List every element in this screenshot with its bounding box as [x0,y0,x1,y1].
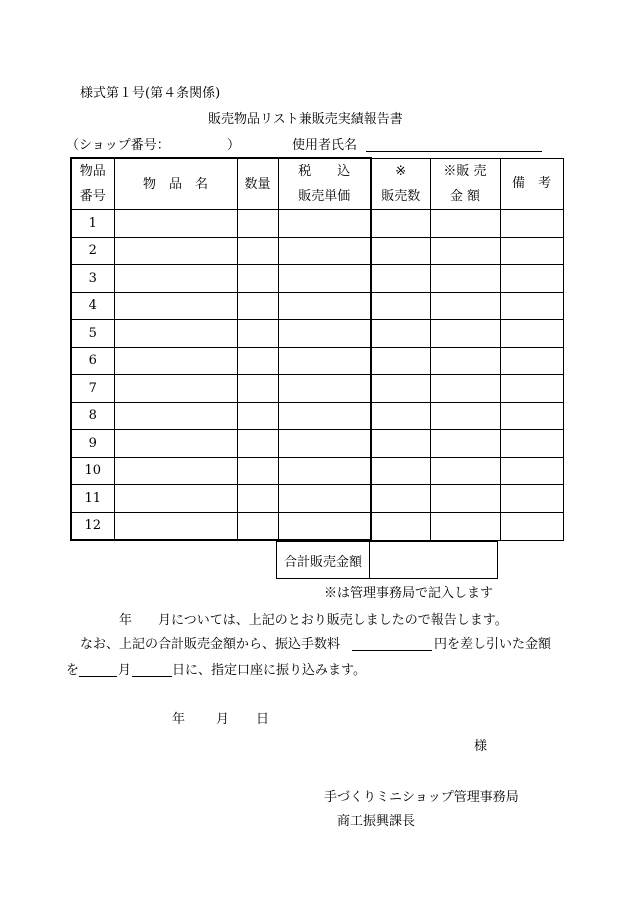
remarks-cell[interactable] [500,430,563,458]
sales-amount-cell[interactable] [430,265,500,293]
quantity-cell[interactable] [237,402,278,430]
quantity-cell[interactable] [237,430,278,458]
quantity-cell[interactable] [237,485,278,513]
sales-amount-cell[interactable] [430,292,500,320]
sales-amount-cell[interactable] [430,485,500,513]
quantity-cell[interactable] [237,375,278,403]
fee-text-a: なお、上記の合計販売金額から、振込手数料 [80,637,341,652]
item-name-cell[interactable] [114,347,237,375]
item-name-cell[interactable] [114,485,237,513]
remarks-cell[interactable] [500,402,563,430]
quantity-cell[interactable] [237,320,278,348]
user-name-label: 使用者氏名 [292,138,358,153]
row-number: 5 [71,320,114,348]
unit-price-cell[interactable] [278,430,371,458]
item-name-cell[interactable] [114,292,237,320]
unit-price-cell[interactable] [278,375,371,403]
row-number: 8 [71,402,114,430]
sales-amount-cell[interactable] [430,320,500,348]
date-year: 年 [172,712,186,727]
table-row [71,512,563,540]
unit-price-cell[interactable] [278,265,371,293]
item-name-cell[interactable] [114,375,237,403]
unit-price-cell[interactable] [278,347,371,375]
transfer-day-line[interactable] [132,676,172,677]
remarks-cell[interactable] [500,347,563,375]
row-number: 9 [71,430,114,458]
sales-amount-cell[interactable] [430,210,500,238]
item-name-cell[interactable] [114,457,237,485]
unit-price-cell[interactable] [278,512,371,540]
row-number: 1 [71,210,114,238]
unit-price-cell[interactable] [278,210,371,238]
table-row [71,457,563,485]
sales-amount-cell[interactable] [430,347,500,375]
sold-count-cell[interactable] [371,375,430,403]
sold-count-cell[interactable] [371,265,430,293]
header-sales-amount [430,158,500,210]
header-item-name: 物 品 名 [114,158,237,210]
sales-list-table [70,157,564,541]
item-name-cell[interactable] [114,430,237,458]
quantity-cell[interactable] [237,457,278,485]
remarks-cell[interactable] [500,210,563,238]
sales-amount-cell[interactable] [430,457,500,485]
header-item-no-line2: 番号 [79,189,106,204]
item-name-cell[interactable] [114,237,237,265]
remarks-cell[interactable] [500,512,563,540]
unit-price-cell[interactable] [278,292,371,320]
sold-count-cell[interactable] [371,292,430,320]
quantity-cell[interactable] [237,512,278,540]
table-row [71,210,563,238]
row-number: 10 [71,457,114,485]
sold-count-cell[interactable] [371,320,430,348]
sales-amount-cell[interactable] [430,512,500,540]
date-day: 日 [256,712,270,727]
fee-text-b: 円を差し引いた金額 [434,637,552,652]
unit-price-cell[interactable] [278,457,371,485]
issuer-title: 商工振興課長 [337,814,416,829]
item-name-cell[interactable] [114,402,237,430]
sold-count-cell[interactable] [371,210,430,238]
sales-amount-cell[interactable] [430,430,500,458]
table-row [71,292,563,320]
remarks-cell[interactable] [500,237,563,265]
addressee-sama: 様 [474,739,488,754]
remarks-cell[interactable] [500,265,563,293]
header-item-no-line1: 物品 [79,164,106,179]
header-sales-amount-line1: ※販 売 [443,163,487,179]
quantity-cell[interactable] [237,347,278,375]
total-sales-label: 合計販売金額 [276,541,370,579]
item-name-cell[interactable] [114,265,237,293]
transfer-text-c: 日に、指定口座に振り込みます。 [172,663,366,678]
page-title: 販売物品リスト兼販売実績報告書 [208,112,403,127]
date-month: 月 [216,712,230,727]
item-name-cell[interactable] [114,512,237,540]
header-sales-amount-line2: 金 額 [449,188,481,204]
unit-price-cell[interactable] [278,485,371,513]
report-year: 年 [119,613,133,628]
table-row [71,320,563,348]
quantity-cell[interactable] [237,265,278,293]
sold-count-cell[interactable] [371,457,430,485]
quantity-cell[interactable] [237,210,278,238]
quantity-cell[interactable] [237,292,278,320]
header-unit-price-line2: 販売単価 [298,189,351,204]
transfer-text-b: 月 [118,663,132,678]
report-text: 月については、上記のとおり販売しましたので報告します。 [158,613,508,628]
header-sold-count-line2: 販売数 [381,188,421,204]
table-row [71,430,563,458]
item-name-cell[interactable] [114,210,237,238]
sold-count-cell[interactable] [371,512,430,540]
sold-count-cell[interactable] [371,347,430,375]
sales-amount-cell[interactable] [430,402,500,430]
table-row [71,485,563,513]
row-number: 6 [71,347,114,375]
remarks-cell[interactable] [500,292,563,320]
header-sold-count-line1: ※ [395,163,407,179]
header-remarks: 備 考 [500,158,563,210]
remarks-cell[interactable] [500,320,563,348]
header-quantity: 数量 [237,158,278,210]
form-id: 様式第１号(第４条関係) [80,86,221,101]
unit-price-cell[interactable] [278,402,371,430]
row-number: 12 [71,512,114,540]
remarks-cell[interactable] [500,375,563,403]
shop-number-close: ） [227,138,241,153]
header-unit-price-line1: 税 込 [298,164,351,179]
row-number: 2 [71,237,114,265]
row-number: 4 [71,292,114,320]
sales-amount-cell[interactable] [430,237,500,265]
remarks-cell[interactable] [500,485,563,513]
fee-amount-line[interactable] [352,650,432,651]
transfer-month-line[interactable] [79,676,117,677]
table-row [71,265,563,293]
issuer-office: 手づくりミニショップ管理事務局 [324,790,519,805]
table-row [71,375,563,403]
item-name-cell[interactable] [114,320,237,348]
sold-count-cell[interactable] [371,402,430,430]
sold-count-cell[interactable] [371,485,430,513]
office-note: ※は管理事務局で記入します [324,586,494,601]
sales-amount-cell[interactable] [430,375,500,403]
user-name-line [366,151,542,152]
row-number: 7 [71,375,114,403]
transfer-text-a: を [66,663,80,678]
table-row [71,347,563,375]
sold-count-cell[interactable] [371,237,430,265]
sold-count-cell[interactable] [371,430,430,458]
table-row [71,237,563,265]
row-number: 11 [71,485,114,513]
remarks-cell[interactable] [500,457,563,485]
header-sold-count [371,158,430,210]
shop-number-label: （ショップ番号： [66,138,170,153]
row-number: 3 [71,265,114,293]
header-item-no [71,158,114,210]
total-sales-value[interactable] [369,541,498,579]
unit-price-cell[interactable] [278,237,371,265]
header-unit-price [278,158,371,210]
table-header-row [71,158,563,210]
unit-price-cell[interactable] [278,320,371,348]
quantity-cell[interactable] [237,237,278,265]
table-row [71,402,563,430]
